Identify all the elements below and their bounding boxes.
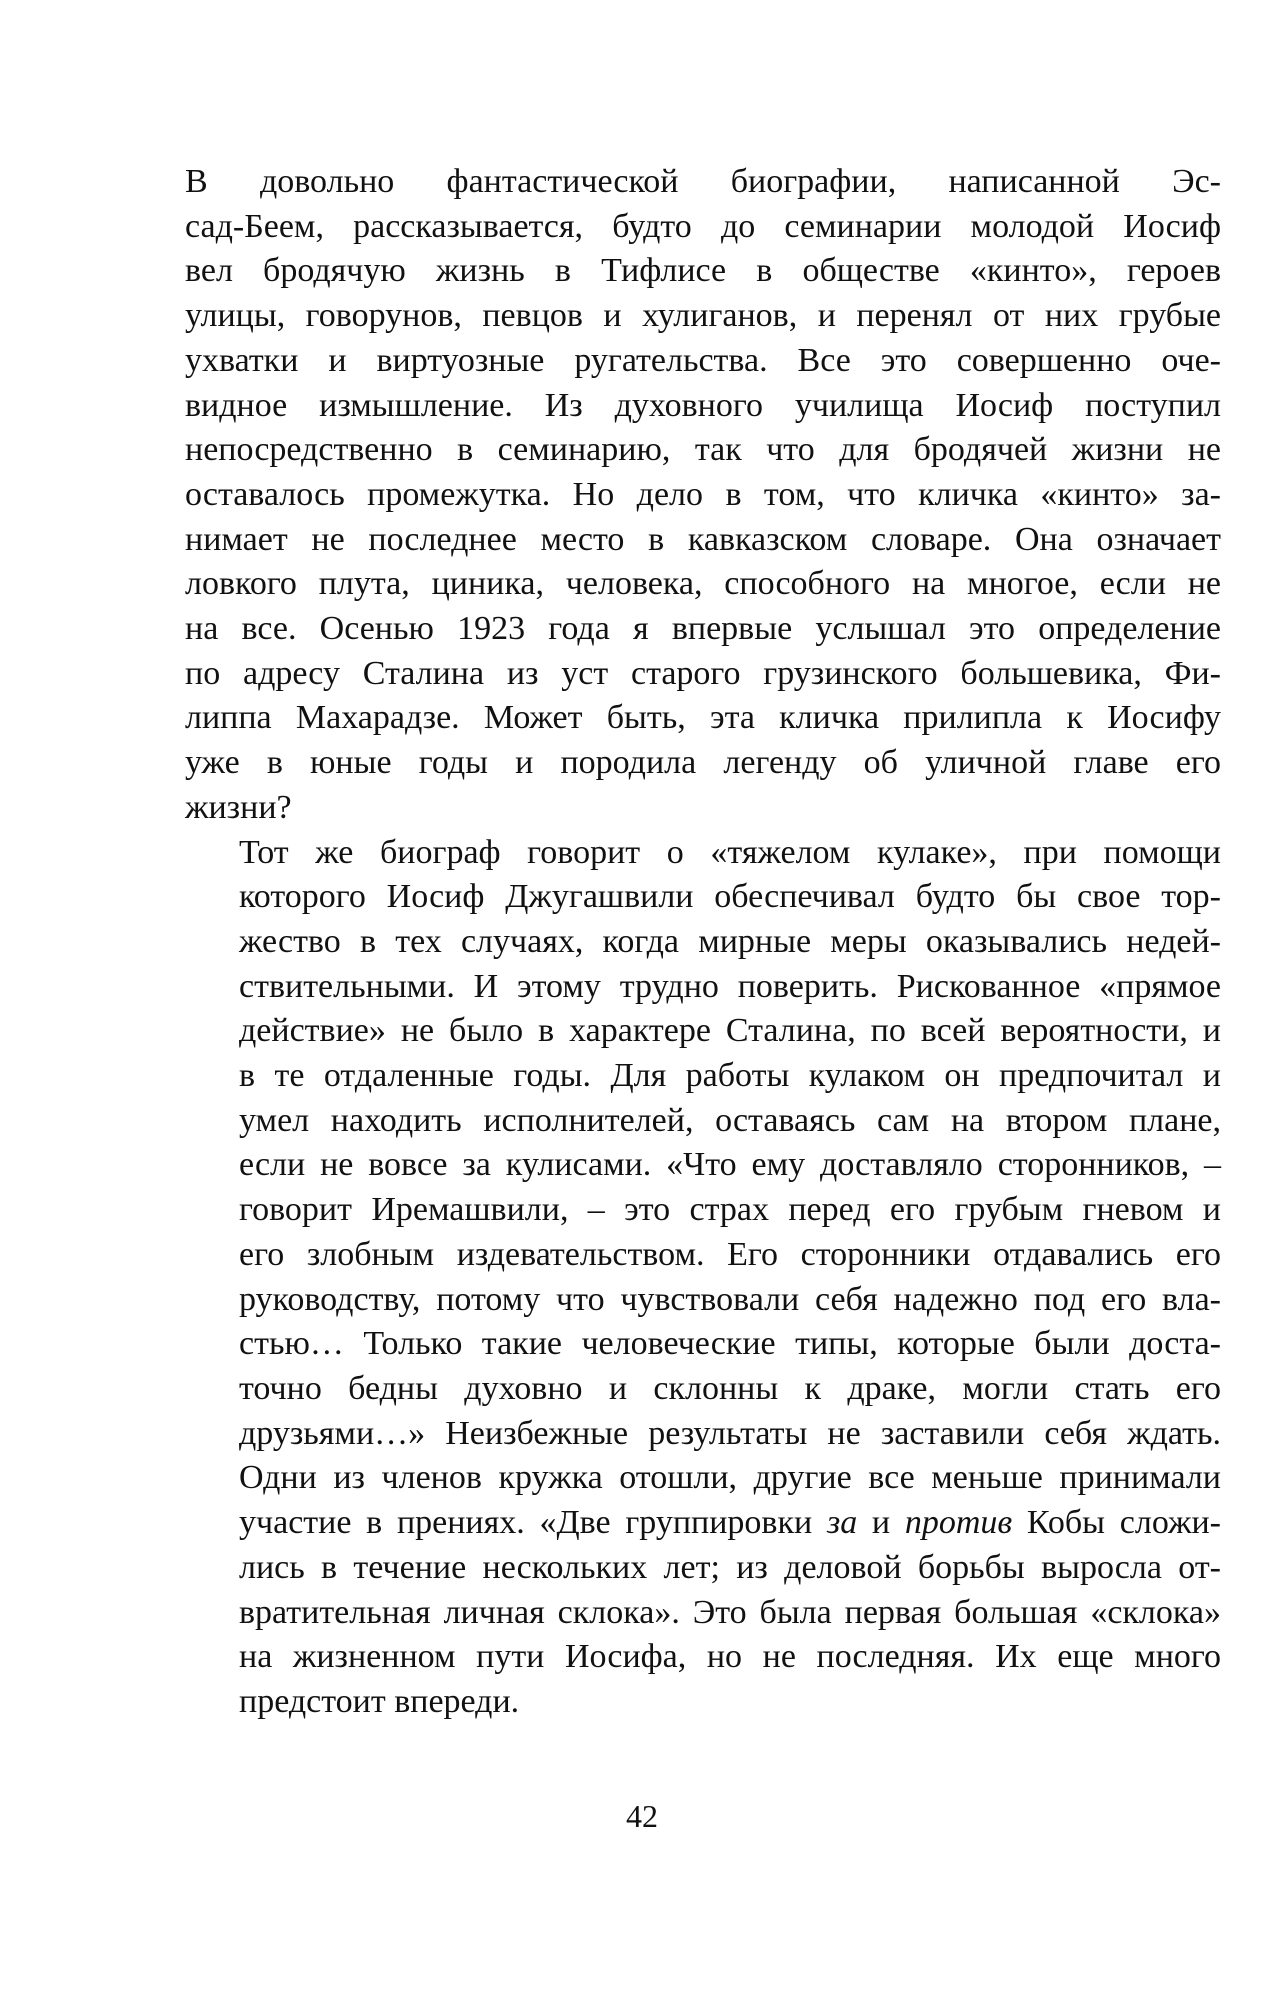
text-line: которого Иосиф Джугашвили обеспечивал будто бы свое тор- xyxy=(239,878,1221,916)
text-line: руководству, потому что чувствовали себя надежно под его вла- xyxy=(239,1280,1221,1318)
text-line: говорит Иремашвили, – это страх перед его грубым гневом и xyxy=(239,1191,1221,1229)
text-line: ухватки и виртуозные ругательства. Все это совершенно оче- xyxy=(185,341,1221,379)
text-line-with-italics xyxy=(185,1501,1221,1546)
text-line: его злобным издевательством. Его сторонники отдавались его xyxy=(239,1235,1221,1273)
text-line: сад-Беем, рассказывается, будто до семинарии молодой Иосиф xyxy=(185,207,1221,245)
text-line: вел бродячую жизнь в Тифлисе в обществе «кинто», героев xyxy=(185,252,1221,290)
text-line: Тот же биограф говорит о «тяжелом кулаке», при помощи xyxy=(239,833,1221,871)
paragraph-2 xyxy=(185,831,1221,1725)
text-line: жество в тех случаях, когда мирные меры оказывались недей- xyxy=(239,922,1221,960)
italic-word: против xyxy=(904,1504,1013,1542)
text-line: лись в течение нескольких лет; из деловой борьбы выросла от- xyxy=(239,1548,1221,1586)
text-line: вратительная личная склока». Это была первая большая «склока» xyxy=(239,1593,1221,1631)
text-line: Одни из членов кружка отошли, другие все меньше принимали xyxy=(239,1459,1221,1497)
text-line: видное измышление. Из духовного училища Иосиф поступил xyxy=(185,386,1221,424)
text-line: точно бедны духовно и склонны к драке, могли стать его xyxy=(239,1369,1221,1407)
text-line: если не вовсе за кулисами. «Что ему доставляло сторонников, – xyxy=(239,1146,1221,1184)
paragraph-1 xyxy=(185,160,1221,831)
text-line: В довольно фантастической биографии, написанной Эс- xyxy=(185,163,1221,200)
text-line: стью… Только такие человеческие типы, которые были доста- xyxy=(239,1325,1221,1363)
text-segment: участие в прениях. «Две группировки xyxy=(239,1504,827,1542)
text-line: липпа Махарадзе. Может быть, эта кличка прилипла к Иосифу xyxy=(185,699,1221,737)
body-text xyxy=(185,160,1221,1725)
text-line: на жизненном пути Иосифа, но не последняя. Их еще много xyxy=(239,1638,1221,1676)
text-line: непосредственно в семинарию, так что для бродячей жизни не xyxy=(185,431,1221,469)
page-number: 42 xyxy=(626,1798,658,1834)
text-line: ловкого плута, циника, человека, способного на многое, если не xyxy=(185,565,1221,603)
text-line: оставалось промежутка. Но дело в том, что кличка «кинто» за- xyxy=(185,475,1221,513)
text-segment: Кобы сложи- xyxy=(1012,1504,1221,1542)
text-line: умел находить исполнителей, оставаясь сам на втором плане, xyxy=(239,1101,1221,1139)
text-line: жизни? xyxy=(185,788,292,826)
text-segment: и xyxy=(857,1504,905,1542)
text-line: на все. Осенью 1923 года я впервые услышал это определение xyxy=(185,610,1221,648)
text-line: действие» не было в характере Сталина, по всей вероятности, и xyxy=(239,1012,1221,1050)
text-line: уже в юные годы и породила легенду об уличной главе его xyxy=(185,744,1221,782)
italic-word: за xyxy=(826,1504,858,1542)
text-line: ствительными. И этому трудно поверить. Рискованное «прямое xyxy=(239,967,1221,1005)
text-line: по адресу Сталина из уст старого грузинского большевика, Фи- xyxy=(185,654,1221,692)
text-line: в те отдаленные годы. Для работы кулаком он предпочитал и xyxy=(239,1057,1221,1095)
text-line: нимает не последнее место в кавказском словаре. Она означает xyxy=(185,520,1221,558)
text-line: улицы, говорунов, певцов и хулиганов, и перенял от них грубые xyxy=(185,297,1221,335)
text-line: друзьями…» Неизбежные результаты не заставили себя ждать. xyxy=(239,1414,1221,1452)
text-line: предстоит впереди. xyxy=(239,1682,520,1720)
